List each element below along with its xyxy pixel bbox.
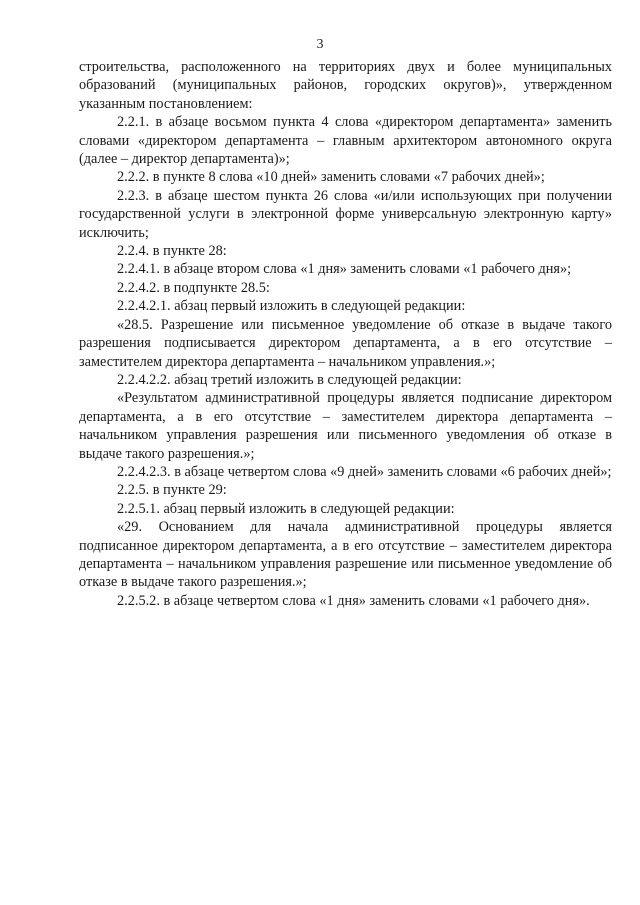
paragraph-2-2-4: 2.2.4. в пункте 28: xyxy=(117,243,227,260)
paragraph-2-2-4-2-3: 2.2.4.2.3. в абзаце четвертом слова «9 дней» заменить словами «6 рабочих дней»; xyxy=(117,463,612,480)
paragraph-2-2-2: 2.2.2. в пункте 8 слова «10 дней» заменить словами «7 рабочих дней»; xyxy=(117,169,545,186)
paragraph-quote-29: «29. Основанием для начала административной процедуры является подписанное директором департамента, а в его отсутствие – заместителем директора департамента – начальником управления разрешение или письменное уведомление об отказе в выдаче такого разрешения.»; xyxy=(79,519,612,591)
document-body xyxy=(79,58,612,610)
paragraph-2-2-4-2-2: 2.2.4.2.2. абзац третий изложить в следующей редакции: xyxy=(117,371,462,388)
paragraph-quote-result: «Результатом административной процедуры является подписание директором департамента, а в его отсутствие – заместителем директора департамента – начальником управления разрешения или письменного уведомления об отказе в выдаче такого разрешения.»; xyxy=(79,390,612,462)
paragraph-intro-continuation: строительства, расположенного на территориях двух и более муниципальных образований (муниципальных районов, городских округов)», утвержденном указанным постановлением: xyxy=(79,59,612,112)
paragraph-2-2-5-1: 2.2.5.1. абзац первый изложить в следующей редакции: xyxy=(117,500,455,517)
paragraph-2-2-3: 2.2.3. в абзаце шестом пункта 26 слова «и/или использующих при получении государственной услуги в электронной форме универсальную электронную карту» исключить; xyxy=(79,187,612,241)
paragraph-2-2-4-2: 2.2.4.2. в подпункте 28.5: xyxy=(117,279,270,296)
page-number: 3 xyxy=(316,37,324,52)
paragraph-2-2-4-2-1: 2.2.4.2.1. абзац первый изложить в следующей редакции: xyxy=(117,298,466,315)
paragraph-2-2-5: 2.2.5. в пункте 29: xyxy=(117,482,227,499)
paragraph-2-2-1: 2.2.1. в абзаце восьмом пункта 4 слова «директором департамента» заменить словами «директором департамента – главным архитектором автономного округа (далее – директор департамента)»; xyxy=(79,114,612,168)
paragraph-quote-28-5: «28.5. Разрешение или письменное уведомление об отказе в выдаче такого разрешения подписывается директором департамента, а в его отсутствие – заместителем директора департамента – начальником управления.»; xyxy=(79,316,612,370)
paragraph-2-2-5-2: 2.2.5.2. в абзаце четвертом слова «1 дня» заменить словами «1 рабочего дня». xyxy=(117,592,590,609)
paragraph-2-2-4-1: 2.2.4.1. в абзаце втором слова «1 дня» заменить словами «1 рабочего дня»; xyxy=(117,261,572,278)
